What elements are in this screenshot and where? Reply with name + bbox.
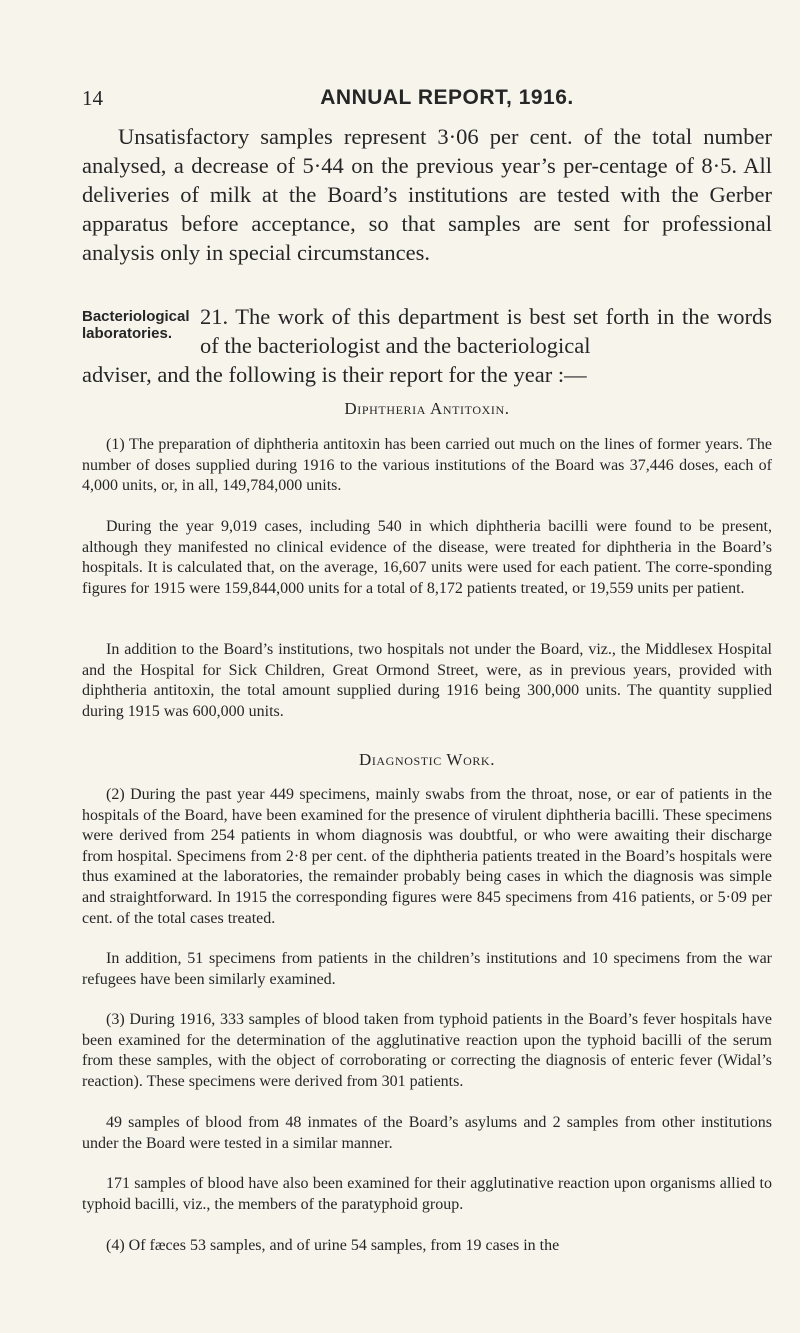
milk-samples-paragraph: Unsatisfactory samples represent 3·06 per cent. of the total number analysed, a decrease of 5·44 on the previous year’s per-centage of 8·5. All deliveries of milk at the Board’s institutions are tested with the Gerber apparatus before acceptance, so that samples are sent for professional analysis only in special circumstances. [82, 124, 772, 265]
page-number: 14 [82, 86, 103, 110]
diagnostic-paragraph-6: (4) Of fæces 53 samples, and of urine 54 samples, from 19 cases in the [106, 1237, 560, 1254]
diphtheria-paragraph-3: In addition to the Board’s institutions, two hospitals not under the Board, viz., the Middlesex Hospital and the Hospital for Sick Children, Great Ormond Street, were, as in previous years, provided with diphtheria antitoxin, the total amount supplied during 1916 being 300,000 units. The quantity supplied during 1915 was 600,000 units. [82, 641, 772, 720]
running-head: ANNUAL REPORT, 1916. [320, 86, 574, 109]
page-header [82, 86, 772, 116]
diagnostic-paragraph-2: In addition, 51 specimens from patients in the children’s institutions and 10 specimens from the war refugees have been similarly examined. [82, 950, 772, 988]
diagnostic-paragraph-1: (2) During the past year 449 specimens, mainly swabs from the throat, nose, or ear of patients in the hospitals of the Board, have been examined for the presence of virulent diphtheria bacilli. These specimens were derived from 254 patients in whom diagnosis was doubtful, or who were awaiting their discharge from hospital. Specimens from 2·8 per cent. of the diphtheria patients treated in the Board’s hospitals were thus examined at the laboratories, the remainder probably being cases in which the diagnosis was simple and straightforward. In 1915 the corresponding figures were 845 specimens from 416 patients, or 5·09 per cent. of the total cases treated. [82, 786, 772, 927]
diphtheria-paragraph-2: During the year 9,019 cases, including 540 in which diphtheria bacilli were found to be present, although they manifested no clinical evidence of the disease, were treated for diphtheria in the Board’s hospitals. It is calculated that, on the average, 16,607 units were used for each patient. The corre-sponding figures for 1915 were 159,844,000 units for a total of 8,172 patients treated, or 19,559 units per patient. [82, 518, 772, 597]
heading-diagnostic-work: Diagnostic Work. [358, 750, 496, 769]
heading-diphtheria-antitoxin: Diphtheria Antitoxin. [344, 399, 510, 418]
section-21-first-lines: 21. The work of this department is best set forth in the words of the bacteriologist and the bacteriological [200, 304, 772, 358]
section-21-rest: adviser, and the following is their report for the year :— [82, 362, 587, 387]
diphtheria-paragraph-1: (1) The preparation of diphtheria antitoxin has been carried out much on the lines of former years. The number of doses supplied during 1916 to the various institutions of the Board was 37,446 doses, each of 4,000 units, or, in all, 149,784,000 units. [82, 436, 772, 495]
diagnostic-paragraph-3: (3) During 1916, 333 samples of blood taken from typhoid patients in the Board’s fever hospitals have been examined for the determination of the agglutinative reaction upon the typhoid bacilli of the serum from these samples, with the object of corroborating or correcting the diagnosis of enteric fever (Widal’s reaction). These specimens were derived from 301 patients. [82, 1011, 772, 1090]
side-note-bacteriological: Bacteriological laboratories. [82, 308, 190, 342]
diagnostic-paragraph-4: 49 samples of blood from 48 inmates of the Board’s asylums and 2 samples from other institutions under the Board were tested in a similar manner. [82, 1114, 772, 1152]
diagnostic-paragraph-5: 171 samples of blood have also been examined for their agglutinative reaction upon organisms allied to typhoid bacilli, viz., the members of the paratyphoid group. [82, 1175, 772, 1213]
section-21 [82, 302, 772, 389]
